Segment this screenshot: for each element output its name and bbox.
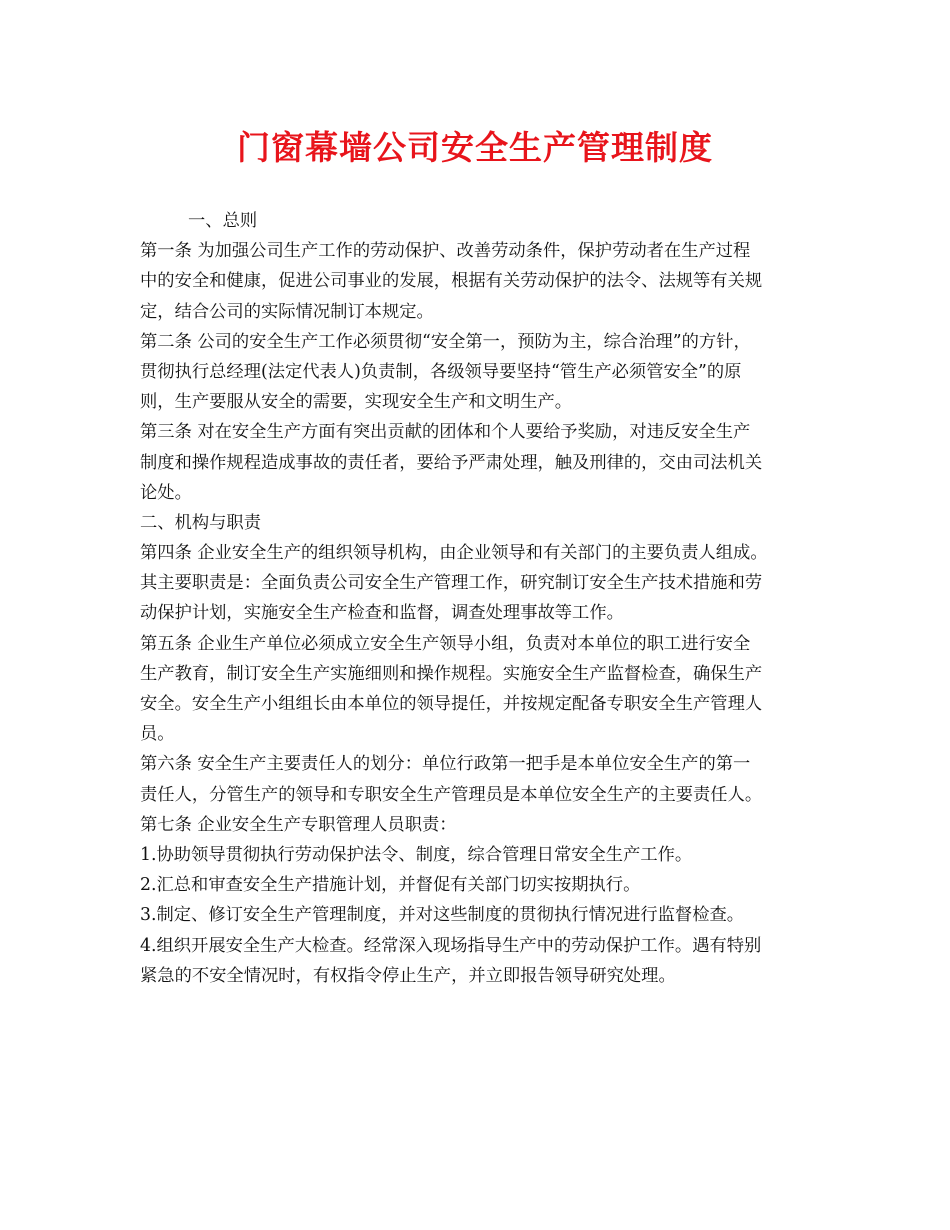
article-5-line-1: 第五条 企业生产单位必须成立安全生产领导小组，负责对本单位的职工进行安全 xyxy=(140,633,751,654)
article-7-heading: 第七条 企业安全生产专职管理人员职责： xyxy=(140,814,457,835)
article-4-line-2: 其主要职责是：全面负责公司安全生产管理工作，研究制订安全生产技术措施和劳 xyxy=(140,573,763,594)
article-7-item-3: 3.制定、修订安全生产管理制度，并对这些制度的贯彻执行情况进行监督检查。 xyxy=(140,905,745,926)
article-7-item-4-line-1: 4.组织开展安全生产大检查。经常深入现场指导生产中的劳动保护工作。遇有特别 xyxy=(140,935,762,956)
article-7-item-1: 1.协助领导贯彻执行劳动保护法令、制度，综合管理日常安全生产工作。 xyxy=(140,844,693,865)
document-body xyxy=(140,206,830,991)
section-heading-general: 一、总则 xyxy=(188,211,258,231)
article-3-line-3: 论处。 xyxy=(140,482,192,503)
article-1-line-1: 第一条 为加强公司生产工作的劳动保护、改善劳动条件，保护劳动者在生产过程 xyxy=(140,241,751,262)
article-2-line-2: 贯彻执行总经理(法定代表人)负责制，各级领导要坚持“管生产必须管安全”的原 xyxy=(140,361,742,382)
article-5-line-4: 员。 xyxy=(140,724,175,745)
article-7-item-2: 2.汇总和审查安全生产措施计划，并督促有关部门切实按期执行。 xyxy=(140,875,641,896)
article-5-line-2: 生产教育，制订安全生产实施细则和操作规程。实施安全生产监督检查，确保生产 xyxy=(140,663,763,684)
section-heading-organization: 二、机构与职责 xyxy=(140,512,261,533)
document-title: 门窗幕墙公司安全生产管理制度 xyxy=(237,128,713,167)
article-6-line-2: 责任人，分管生产的领导和专职安全生产管理员是本单位安全生产的主要责任人。 xyxy=(140,784,763,805)
article-1-line-2: 中的安全和健康，促进公司事业的发展，根据有关劳动保护的法令、法规等有关规 xyxy=(140,271,763,292)
article-7-item-4-line-2: 紧急的不安全情况时，有权指令停止生产，并立即报告领导研究处理。 xyxy=(140,965,676,986)
article-2-line-1: 第二条 公司的安全生产工作必须贯彻“安全第一，预防为主，综合治理”的方针， xyxy=(140,331,751,352)
article-2-line-3: 则，生产要服从安全的需要，实现安全生产和文明生产。 xyxy=(140,392,573,413)
article-6-line-1: 第六条 安全生产主要责任人的划分：单位行政第一把手是本单位安全生产的第一 xyxy=(140,754,751,775)
article-4-line-3: 动保护计划，实施安全生产检查和监督，调查处理事故等工作。 xyxy=(140,603,624,624)
article-5-line-3: 安全。安全生产小组组长由本单位的领导提任，并按规定配备专职安全生产管理人 xyxy=(140,694,763,714)
article-1-line-3: 定，结合公司的实际情况制订本规定。 xyxy=(140,301,434,322)
article-4-line-1: 第四条 企业安全生产的组织领导机构，由企业领导和有关部门的主要负责人组成。 xyxy=(140,543,768,564)
article-3-line-2: 制度和操作规程造成事故的责任者，要给予严肃处理，触及刑律的，交由司法机关 xyxy=(140,452,763,473)
article-3-line-1: 第三条 对在安全生产方面有突出贡献的团体和个人要给予奖励，对违反安全生产 xyxy=(140,422,751,443)
